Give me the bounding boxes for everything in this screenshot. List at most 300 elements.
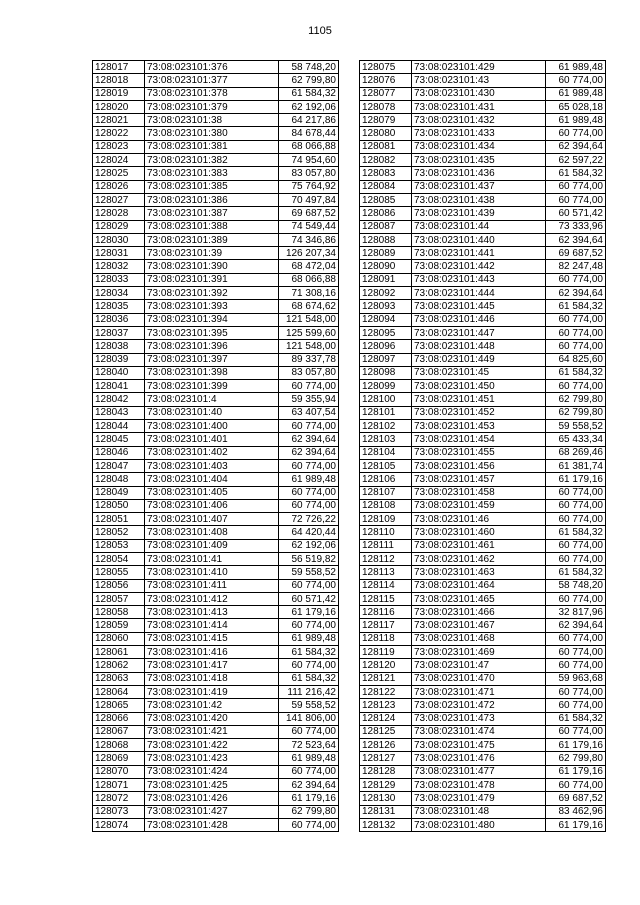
cadastral-number-cell: 73:08:023101:425	[145, 779, 279, 792]
table-row	[93, 606, 339, 619]
table-row	[360, 725, 606, 738]
row-number-cell: 128091	[360, 273, 412, 286]
value-cell: 69 687,52	[546, 792, 606, 805]
cadastral-number-cell: 73:08:023101:428	[145, 818, 279, 831]
row-number-cell: 128050	[93, 499, 145, 512]
row-number-cell: 128075	[360, 61, 412, 74]
value-cell: 60 774,00	[279, 818, 339, 831]
value-cell: 62 799,80	[279, 74, 339, 87]
value-cell: 61 179,16	[546, 739, 606, 752]
cadastral-number-cell: 73:08:023101:464	[412, 579, 546, 592]
table-row	[360, 353, 606, 366]
value-cell: 141 806,00	[279, 712, 339, 725]
cadastral-number-cell: 73:08:023101:468	[412, 632, 546, 645]
value-cell: 69 687,52	[279, 207, 339, 220]
table-row	[93, 672, 339, 685]
row-number-cell: 128052	[93, 526, 145, 539]
value-cell: 61 989,48	[279, 632, 339, 645]
cadastral-number-cell: 73:08:023101:44	[412, 220, 546, 233]
cadastral-number-cell: 73:08:023101:386	[145, 193, 279, 206]
row-number-cell: 128042	[93, 393, 145, 406]
value-cell: 32 817,96	[546, 606, 606, 619]
table-row	[360, 792, 606, 805]
value-cell: 60 774,00	[546, 725, 606, 738]
value-cell: 62 394,64	[279, 779, 339, 792]
cadastral-number-cell: 73:08:023101:397	[145, 353, 279, 366]
row-number-cell: 128114	[360, 579, 412, 592]
cadastral-number-cell: 73:08:023101:46	[412, 513, 546, 526]
value-cell: 62 799,80	[546, 393, 606, 406]
table-row	[93, 420, 339, 433]
row-number-cell: 128086	[360, 207, 412, 220]
value-cell: 60 774,00	[546, 340, 606, 353]
table-row	[93, 326, 339, 339]
row-number-cell: 128093	[360, 300, 412, 313]
cadastral-number-cell: 73:08:023101:443	[412, 273, 546, 286]
row-number-cell: 128033	[93, 273, 145, 286]
cadastral-number-cell: 73:08:023101:446	[412, 313, 546, 326]
cadastral-number-cell: 73:08:023101:47	[412, 659, 546, 672]
cadastral-number-cell: 73:08:023101:414	[145, 619, 279, 632]
row-number-cell: 128056	[93, 579, 145, 592]
cadastral-number-cell: 73:08:023101:458	[412, 486, 546, 499]
value-cell: 61 989,48	[546, 114, 606, 127]
cadastral-number-cell: 73:08:023101:466	[412, 606, 546, 619]
table-row	[360, 287, 606, 300]
table-row	[93, 287, 339, 300]
value-cell: 121 548,00	[279, 313, 339, 326]
value-cell: 74 549,44	[279, 220, 339, 233]
page-number: 1105	[308, 25, 332, 37]
row-number-cell: 128048	[93, 473, 145, 486]
value-cell: 59 355,94	[279, 393, 339, 406]
value-cell: 60 774,00	[546, 180, 606, 193]
table-row	[360, 87, 606, 100]
row-number-cell: 128124	[360, 712, 412, 725]
cadastral-number-cell: 73:08:023101:404	[145, 473, 279, 486]
table-row	[360, 552, 606, 565]
table-row	[93, 167, 339, 180]
table-row	[93, 646, 339, 659]
table-row	[93, 300, 339, 313]
row-number-cell: 128066	[93, 712, 145, 725]
cadastral-number-cell: 73:08:023101:471	[412, 685, 546, 698]
value-cell: 126 207,34	[279, 247, 339, 260]
cadastral-number-cell: 73:08:023101:426	[145, 792, 279, 805]
cadastral-number-cell: 73:08:023101:395	[145, 326, 279, 339]
table-row	[93, 712, 339, 725]
row-number-cell: 128036	[93, 313, 145, 326]
value-cell: 60 774,00	[546, 499, 606, 512]
value-cell: 64 420,44	[279, 526, 339, 539]
table-row	[93, 446, 339, 459]
register-table-left	[92, 60, 339, 832]
value-cell: 60 774,00	[546, 127, 606, 140]
value-cell: 62 597,22	[546, 154, 606, 167]
cadastral-number-cell: 73:08:023101:422	[145, 739, 279, 752]
table-row	[360, 818, 606, 831]
row-number-cell: 128055	[93, 566, 145, 579]
cadastral-number-cell: 73:08:023101:431	[412, 100, 546, 113]
table-row	[360, 646, 606, 659]
cadastral-number-cell: 73:08:023101:432	[412, 114, 546, 127]
row-number-cell: 128107	[360, 486, 412, 499]
row-number-cell: 128035	[93, 300, 145, 313]
row-number-cell: 128031	[93, 247, 145, 260]
table-row	[360, 712, 606, 725]
table-row	[360, 659, 606, 672]
value-cell: 60 774,00	[546, 380, 606, 393]
value-cell: 60 774,00	[279, 619, 339, 632]
row-number-cell: 128017	[93, 61, 145, 74]
row-number-cell: 128025	[93, 167, 145, 180]
table-row	[360, 699, 606, 712]
value-cell: 68 066,88	[279, 273, 339, 286]
value-cell: 84 678,44	[279, 127, 339, 140]
row-number-cell: 128059	[93, 619, 145, 632]
row-number-cell: 128044	[93, 420, 145, 433]
cadastral-number-cell: 73:08:023101:433	[412, 127, 546, 140]
cadastral-number-cell: 73:08:023101:43	[412, 74, 546, 87]
table-row	[360, 313, 606, 326]
table-row	[360, 685, 606, 698]
table-row	[360, 100, 606, 113]
row-number-cell: 128116	[360, 606, 412, 619]
register-table-right	[359, 60, 606, 832]
row-number-cell: 128082	[360, 154, 412, 167]
value-cell: 83 462,96	[546, 805, 606, 818]
value-cell: 61 584,32	[546, 366, 606, 379]
table-row	[360, 739, 606, 752]
value-cell: 60 774,00	[546, 193, 606, 206]
row-number-cell: 128027	[93, 193, 145, 206]
cadastral-number-cell: 73:08:023101:465	[412, 592, 546, 605]
table-row	[360, 114, 606, 127]
row-number-cell: 128039	[93, 353, 145, 366]
cadastral-number-cell: 73:08:023101:383	[145, 167, 279, 180]
row-number-cell: 128073	[93, 805, 145, 818]
value-cell: 60 774,00	[279, 499, 339, 512]
table-row	[93, 406, 339, 419]
table-row	[93, 805, 339, 818]
value-cell: 111 216,42	[279, 685, 339, 698]
table-row	[93, 154, 339, 167]
row-number-cell: 128041	[93, 380, 145, 393]
row-number-cell: 128078	[360, 100, 412, 113]
cadastral-number-cell: 73:08:023101:424	[145, 765, 279, 778]
row-number-cell: 128030	[93, 233, 145, 246]
value-cell: 60 774,00	[279, 765, 339, 778]
row-number-cell: 128068	[93, 739, 145, 752]
cadastral-number-cell: 73:08:023101:416	[145, 646, 279, 659]
row-number-cell: 128070	[93, 765, 145, 778]
table-row	[93, 220, 339, 233]
cadastral-number-cell: 73:08:023101:478	[412, 779, 546, 792]
row-number-cell: 128117	[360, 619, 412, 632]
value-cell: 68 472,04	[279, 260, 339, 273]
row-number-cell: 128096	[360, 340, 412, 353]
row-number-cell: 128023	[93, 140, 145, 153]
row-number-cell: 128098	[360, 366, 412, 379]
cadastral-number-cell: 73:08:023101:410	[145, 566, 279, 579]
table-row	[360, 207, 606, 220]
table-row	[93, 313, 339, 326]
value-cell: 65 433,34	[546, 433, 606, 446]
table-row	[360, 140, 606, 153]
value-cell: 59 558,52	[279, 699, 339, 712]
table-row	[360, 473, 606, 486]
cadastral-number-cell: 73:08:023101:434	[412, 140, 546, 153]
table-row	[360, 513, 606, 526]
value-cell: 61 179,16	[279, 792, 339, 805]
cadastral-number-cell: 73:08:023101:457	[412, 473, 546, 486]
value-cell: 61 989,48	[279, 752, 339, 765]
row-number-cell: 128103	[360, 433, 412, 446]
value-cell: 61 179,16	[546, 818, 606, 831]
row-number-cell: 128087	[360, 220, 412, 233]
row-number-cell: 128046	[93, 446, 145, 459]
row-number-cell: 128127	[360, 752, 412, 765]
table-row	[93, 739, 339, 752]
value-cell: 60 774,00	[546, 273, 606, 286]
row-number-cell: 128028	[93, 207, 145, 220]
cadastral-number-cell: 73:08:023101:396	[145, 340, 279, 353]
cadastral-number-cell: 73:08:023101:429	[412, 61, 546, 74]
row-number-cell: 128112	[360, 552, 412, 565]
table-row	[93, 792, 339, 805]
row-number-cell: 128125	[360, 725, 412, 738]
value-cell: 60 774,00	[546, 513, 606, 526]
row-number-cell: 128089	[360, 247, 412, 260]
value-cell: 89 337,78	[279, 353, 339, 366]
cadastral-number-cell: 73:08:023101:38	[145, 114, 279, 127]
row-number-cell: 128099	[360, 380, 412, 393]
cadastral-number-cell: 73:08:023101:479	[412, 792, 546, 805]
table-row	[93, 579, 339, 592]
cadastral-number-cell: 73:08:023101:377	[145, 74, 279, 87]
value-cell: 61 584,32	[546, 526, 606, 539]
row-number-cell: 128040	[93, 366, 145, 379]
value-cell: 60 774,00	[546, 326, 606, 339]
table-row	[93, 127, 339, 140]
value-cell: 121 548,00	[279, 340, 339, 353]
cadastral-number-cell: 73:08:023101:470	[412, 672, 546, 685]
cadastral-number-cell: 73:08:023101:415	[145, 632, 279, 645]
row-number-cell: 128047	[93, 459, 145, 472]
table-row	[93, 114, 339, 127]
cadastral-number-cell: 73:08:023101:401	[145, 433, 279, 446]
value-cell: 60 774,00	[546, 779, 606, 792]
value-cell: 68 066,88	[279, 140, 339, 153]
cadastral-number-cell: 73:08:023101:42	[145, 699, 279, 712]
row-number-cell: 128072	[93, 792, 145, 805]
cadastral-number-cell: 73:08:023101:402	[145, 446, 279, 459]
cadastral-number-cell: 73:08:023101:448	[412, 340, 546, 353]
row-number-cell: 128024	[93, 154, 145, 167]
value-cell: 69 687,52	[546, 247, 606, 260]
value-cell: 60 774,00	[546, 313, 606, 326]
cadastral-number-cell: 73:08:023101:48	[412, 805, 546, 818]
cadastral-number-cell: 73:08:023101:455	[412, 446, 546, 459]
table-row	[93, 340, 339, 353]
table-row	[93, 100, 339, 113]
row-number-cell: 128088	[360, 233, 412, 246]
cadastral-number-cell: 73:08:023101:394	[145, 313, 279, 326]
value-cell: 60 774,00	[546, 592, 606, 605]
row-number-cell: 128085	[360, 193, 412, 206]
value-cell: 74 346,86	[279, 233, 339, 246]
cadastral-number-cell: 73:08:023101:376	[145, 61, 279, 74]
row-number-cell: 128076	[360, 74, 412, 87]
cadastral-number-cell: 73:08:023101:412	[145, 592, 279, 605]
cadastral-number-cell: 73:08:023101:441	[412, 247, 546, 260]
cadastral-number-cell: 73:08:023101:430	[412, 87, 546, 100]
cadastral-number-cell: 73:08:023101:390	[145, 260, 279, 273]
row-number-cell: 128053	[93, 539, 145, 552]
cadastral-number-cell: 73:08:023101:399	[145, 380, 279, 393]
table-row	[360, 632, 606, 645]
table-row	[93, 818, 339, 831]
row-number-cell: 128020	[93, 100, 145, 113]
table-row	[360, 406, 606, 419]
value-cell: 60 774,00	[279, 725, 339, 738]
value-cell: 61 179,16	[546, 473, 606, 486]
value-cell: 62 799,80	[279, 805, 339, 818]
value-cell: 61 584,32	[279, 87, 339, 100]
row-number-cell: 128113	[360, 566, 412, 579]
table-row	[360, 606, 606, 619]
row-number-cell: 128129	[360, 779, 412, 792]
row-number-cell: 128029	[93, 220, 145, 233]
value-cell: 64 825,60	[546, 353, 606, 366]
value-cell: 73 333,96	[546, 220, 606, 233]
value-cell: 58 748,20	[279, 61, 339, 74]
table-row	[360, 220, 606, 233]
cadastral-number-cell: 73:08:023101:450	[412, 380, 546, 393]
row-number-cell: 128063	[93, 672, 145, 685]
cadastral-number-cell: 73:08:023101:378	[145, 87, 279, 100]
table-row	[93, 752, 339, 765]
value-cell: 60 774,00	[279, 659, 339, 672]
value-cell: 61 179,16	[546, 765, 606, 778]
row-number-cell: 128100	[360, 393, 412, 406]
table-row	[360, 566, 606, 579]
cadastral-number-cell: 73:08:023101:449	[412, 353, 546, 366]
value-cell: 60 774,00	[279, 380, 339, 393]
value-cell: 60 774,00	[546, 632, 606, 645]
table-row	[360, 233, 606, 246]
table-row	[360, 273, 606, 286]
table-row	[93, 632, 339, 645]
value-cell: 61 584,32	[546, 712, 606, 725]
table-row	[93, 552, 339, 565]
value-cell: 71 308,16	[279, 287, 339, 300]
cadastral-number-cell: 73:08:023101:406	[145, 499, 279, 512]
value-cell: 62 394,64	[546, 619, 606, 632]
table-row	[360, 752, 606, 765]
row-number-cell: 128101	[360, 406, 412, 419]
row-number-cell: 128064	[93, 685, 145, 698]
row-number-cell: 128095	[360, 326, 412, 339]
cadastral-number-cell: 73:08:023101:469	[412, 646, 546, 659]
value-cell: 56 519,82	[279, 552, 339, 565]
table-row	[93, 207, 339, 220]
value-cell: 62 799,80	[546, 406, 606, 419]
value-cell: 60 774,00	[279, 486, 339, 499]
table-row	[360, 420, 606, 433]
value-cell: 62 394,64	[279, 446, 339, 459]
cadastral-number-cell: 73:08:023101:409	[145, 539, 279, 552]
value-cell: 61 179,16	[279, 606, 339, 619]
table-row	[360, 366, 606, 379]
table-row	[360, 127, 606, 140]
cadastral-number-cell: 73:08:023101:438	[412, 193, 546, 206]
value-cell: 62 394,64	[279, 433, 339, 446]
table-row	[360, 486, 606, 499]
cadastral-number-cell: 73:08:023101:475	[412, 739, 546, 752]
row-number-cell: 128092	[360, 287, 412, 300]
row-number-cell: 128123	[360, 699, 412, 712]
row-number-cell: 128067	[93, 725, 145, 738]
table-row	[360, 74, 606, 87]
table-row	[93, 539, 339, 552]
value-cell: 61 584,32	[546, 300, 606, 313]
cadastral-number-cell: 73:08:023101:385	[145, 180, 279, 193]
value-cell: 64 217,86	[279, 114, 339, 127]
table-row	[360, 459, 606, 472]
table-row	[93, 486, 339, 499]
value-cell: 62 394,64	[546, 233, 606, 246]
value-cell: 83 057,80	[279, 366, 339, 379]
cadastral-number-cell: 73:08:023101:405	[145, 486, 279, 499]
cadastral-number-cell: 73:08:023101:387	[145, 207, 279, 220]
table-row	[93, 513, 339, 526]
value-cell: 60 774,00	[546, 552, 606, 565]
row-number-cell: 128026	[93, 180, 145, 193]
row-number-cell: 128043	[93, 406, 145, 419]
row-number-cell: 128090	[360, 260, 412, 273]
cadastral-number-cell: 73:08:023101:461	[412, 539, 546, 552]
cadastral-number-cell: 73:08:023101:39	[145, 247, 279, 260]
table-row	[93, 180, 339, 193]
row-number-cell: 128132	[360, 818, 412, 831]
table-row	[93, 61, 339, 74]
row-number-cell: 128060	[93, 632, 145, 645]
value-cell: 68 674,62	[279, 300, 339, 313]
row-number-cell: 128115	[360, 592, 412, 605]
table-row	[360, 499, 606, 512]
cadastral-number-cell: 73:08:023101:462	[412, 552, 546, 565]
cadastral-number-cell: 73:08:023101:436	[412, 167, 546, 180]
value-cell: 61 584,32	[279, 672, 339, 685]
row-number-cell: 128021	[93, 114, 145, 127]
cadastral-number-cell: 73:08:023101:389	[145, 233, 279, 246]
row-number-cell: 128018	[93, 74, 145, 87]
value-cell: 60 571,42	[279, 592, 339, 605]
value-cell: 60 774,00	[279, 579, 339, 592]
row-number-cell: 128106	[360, 473, 412, 486]
cadastral-number-cell: 73:08:023101:400	[145, 420, 279, 433]
value-cell: 60 774,00	[546, 74, 606, 87]
row-number-cell: 128061	[93, 646, 145, 659]
row-number-cell: 128119	[360, 646, 412, 659]
table-row	[360, 526, 606, 539]
table-row	[360, 167, 606, 180]
table-row	[360, 326, 606, 339]
table-row	[360, 433, 606, 446]
row-number-cell: 128019	[93, 87, 145, 100]
cadastral-number-cell: 73:08:023101:40	[145, 406, 279, 419]
